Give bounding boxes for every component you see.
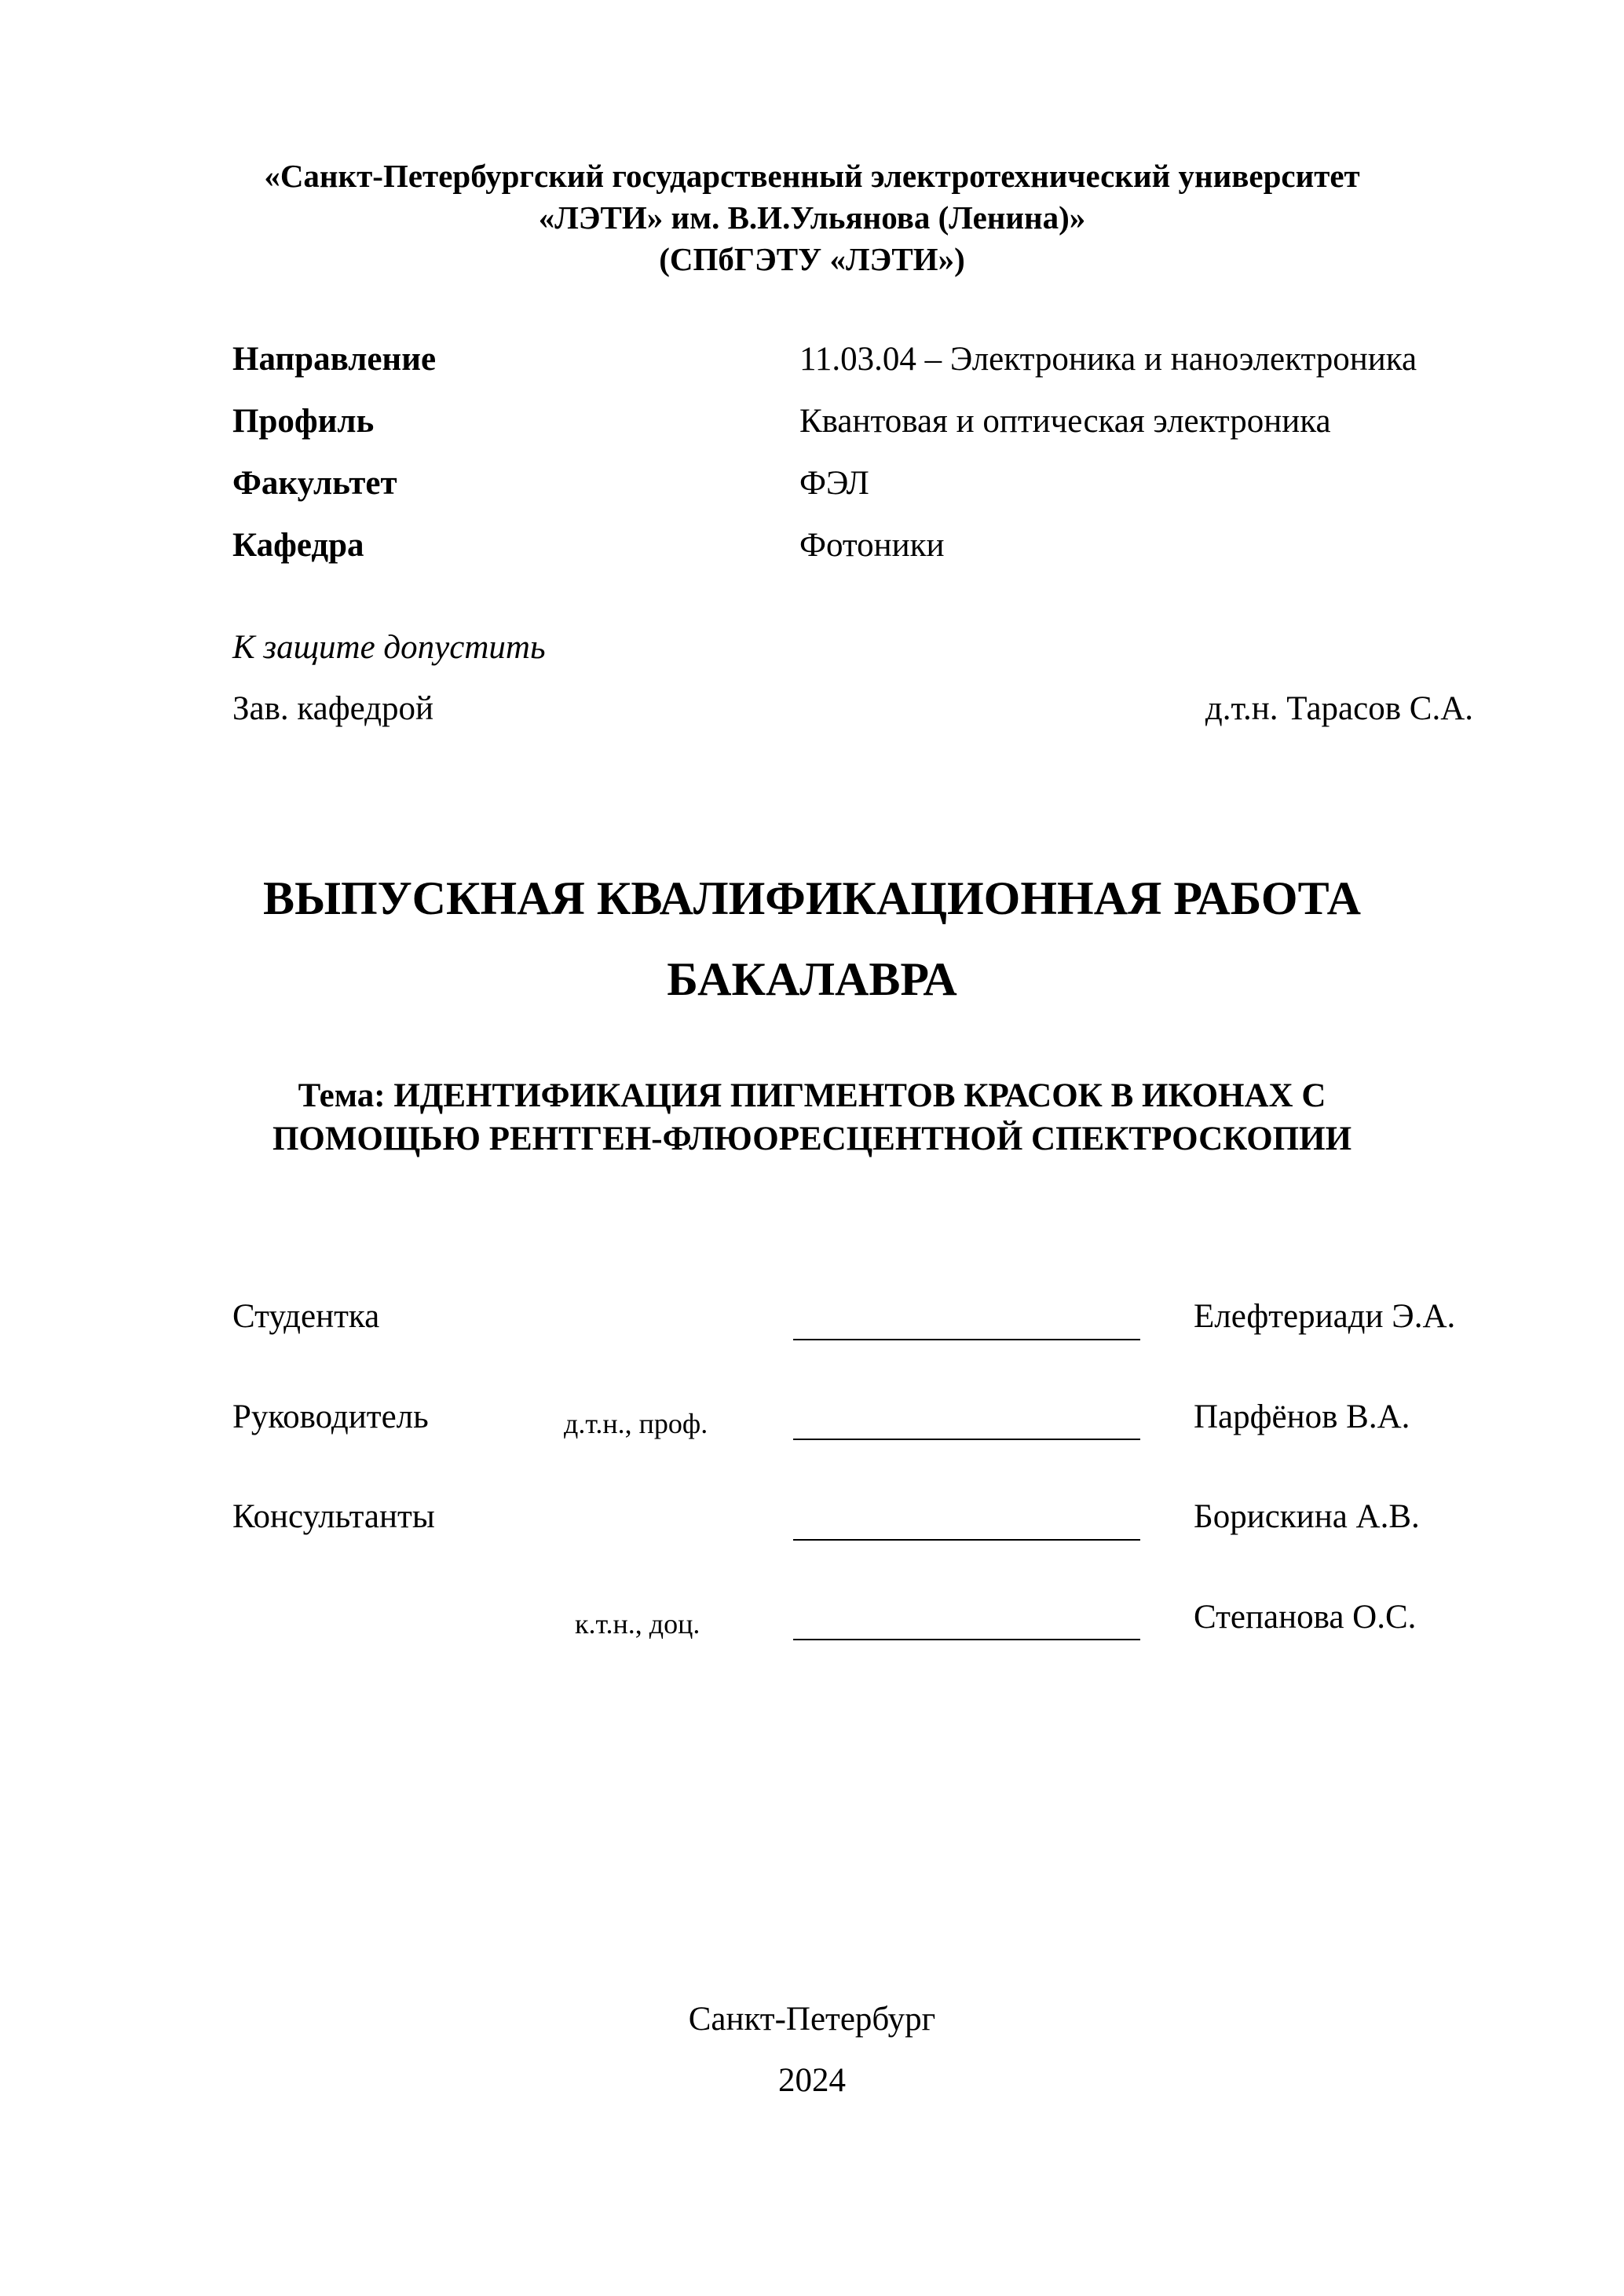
footer-city: Санкт-Петербург (688, 2001, 936, 2038)
signature-name-consultant-2: Степанова О.С. (1194, 1599, 1417, 1636)
topic-line-2: ПОМОЩЬЮ РЕНТГЕН-ФЛЮОРЕСЦЕНТНОЙ СПЕКТРОСКОПИИ (272, 1121, 1352, 1157)
signature-name-student: Елефтериади Э.А. (1194, 1298, 1456, 1335)
university-name-line-1: «Санкт-Петербургский государственный электротехнический университет (264, 158, 1360, 194)
signature-role-consultants: Консультанты (232, 1498, 435, 1535)
signature-line-consultant-1 (793, 1539, 1140, 1541)
work-title-line-2: БАКАЛАВРА (667, 953, 957, 1005)
department-head-role: Зав. кафедрой (232, 690, 434, 727)
signature-role-student: Студентка (232, 1298, 380, 1335)
info-value-direction: 11.03.04 – Электроника и наноэлектроника (799, 341, 1417, 378)
info-value-faculty: ФЭЛ (799, 465, 869, 502)
signature-line-consultant-2 (793, 1639, 1140, 1640)
department-head-name: д.т.н. Тарасов С.А. (1205, 690, 1473, 727)
signature-line-supervisor (793, 1439, 1140, 1440)
university-abbreviation: (СПбГЭТУ «ЛЭТИ») (659, 241, 965, 277)
signature-degree-consultant-2: к.т.н., доц. (575, 1608, 700, 1640)
work-title-line-1: ВЫПУСКНАЯ КВАЛИФИКАЦИОННАЯ РАБОТА (263, 872, 1361, 924)
topic-line-1: Тема: ИДЕНТИФИКАЦИЯ ПИГМЕНТОВ КРАСОК В ИКОНАХ С (298, 1077, 1326, 1114)
university-name-line-2: «ЛЭТИ» им. В.И.Ульянова (Ленина)» (538, 199, 1086, 236)
signature-line-student (793, 1339, 1140, 1340)
signature-degree-supervisor: д.т.н., проф. (564, 1408, 708, 1439)
info-label-faculty: Факультет (232, 465, 397, 502)
signature-name-consultant-1: Борискина А.В. (1194, 1498, 1420, 1535)
info-label-department: Кафедра (232, 527, 364, 564)
signature-role-supervisor: Руководитель (232, 1398, 429, 1435)
info-label-direction: Направление (232, 341, 437, 378)
info-value-profile: Квантовая и оптическая электроника (799, 403, 1331, 440)
info-label-profile: Профиль (232, 403, 375, 440)
footer-year: 2024 (778, 2062, 846, 2099)
info-value-department: Фотоники (799, 527, 945, 564)
signature-name-supervisor: Парфёнов В.А. (1194, 1398, 1410, 1435)
defense-admit-note: К защите допустить (232, 629, 546, 666)
